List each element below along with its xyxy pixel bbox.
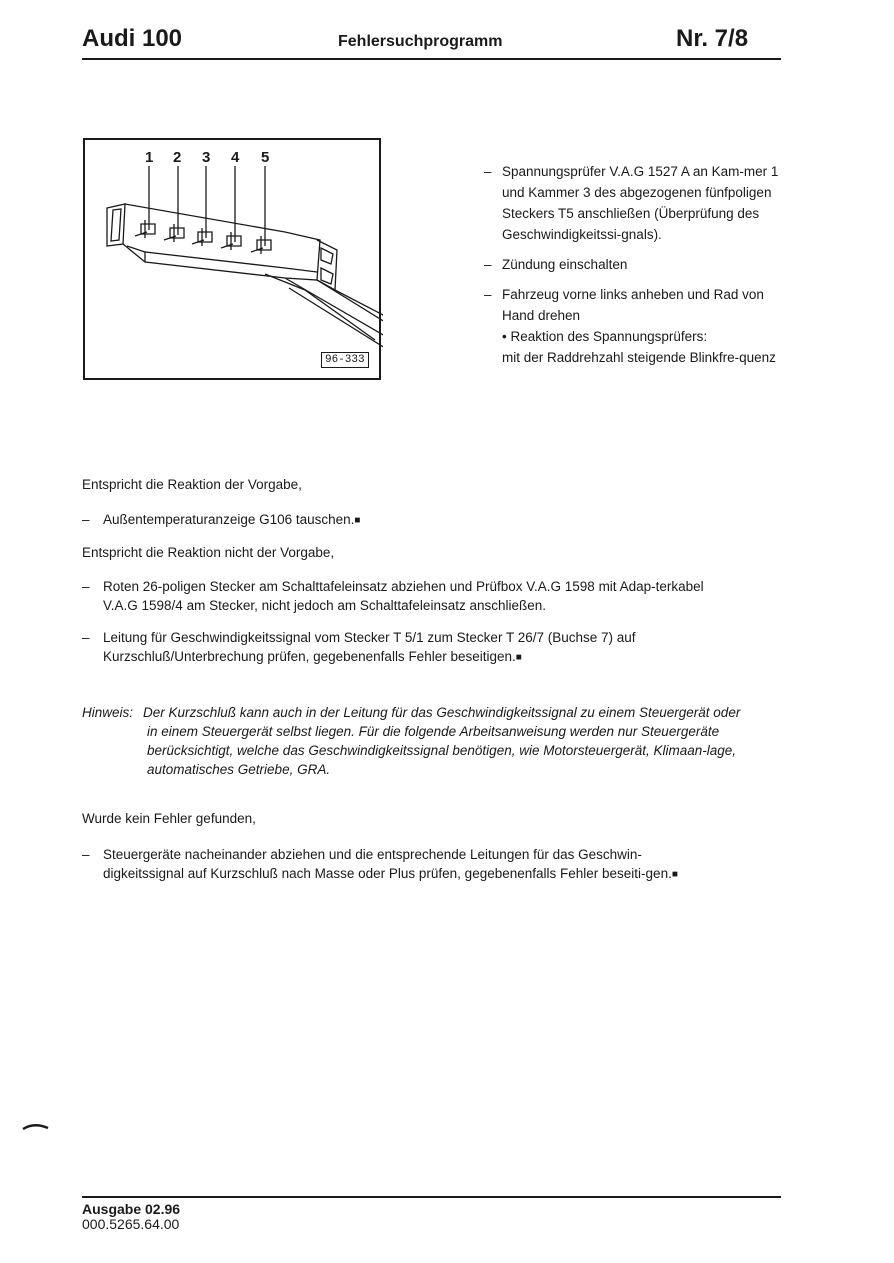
footer-divider <box>82 1196 781 1198</box>
list-dash: – <box>82 630 90 645</box>
condition-no-fault: Wurde kein Fehler gefunden, <box>82 811 256 826</box>
note-continuation: in einem Steuergerät selbst liegen. Für die folgende Arbeitsanweisung werden nur Steuergeräte berücksichtigt, welche das Geschwindigkeitssignal benötigen, wie Motorsteuergerät, Klimaan-lage, automatisches Getriebe, GRA. <box>147 724 737 777</box>
step-text: Fahrzeug vorne links anheben und Rad von Hand drehen <box>502 287 764 323</box>
pin-label-3: 3 <box>202 149 211 166</box>
condition-ok: Entspricht die Reaktion der Vorgabe, <box>82 477 302 492</box>
list-dash: – <box>82 512 90 527</box>
note-label: Hinweis: <box>82 705 134 720</box>
pin-label-1: 1 <box>145 149 154 166</box>
end-mark-icon: ■ <box>671 869 678 880</box>
pin-label-4: 4 <box>231 149 240 166</box>
brand-title: Audi 100 <box>82 25 183 52</box>
connector-figure <box>83 138 381 380</box>
step-ignition-on <box>484 254 784 275</box>
connector-drawing <box>85 140 383 382</box>
figure-reference-label: 96-333 <box>321 352 369 368</box>
action-text: Außentemperaturanzeige G106 tauschen. <box>103 512 355 527</box>
step-text: Spannungsprüfer V.A.G 1527 A an Kam-mer 1 und Kammer 3 des abgezogenen fünfpoligen Steckers T5 anschließen (Überprüfung des Geschwindigkeitssi-gnals). <box>502 164 779 242</box>
step-connect-tester <box>484 161 784 245</box>
note-first-line: Der Kurzschluß kann auch in der Leitung für das Geschwindigkeitssignal zu einem Steuergerät oder <box>143 705 741 720</box>
condition-not-ok: Entspricht die Reaktion nicht der Vorgabe, <box>82 545 335 560</box>
step-raise-vehicle <box>484 284 784 368</box>
action-connect-testbox <box>82 577 712 615</box>
pin-label-2: 2 <box>173 149 182 166</box>
reaction-detail: mit der Raddrehzahl steigende Blinkfre-quenz <box>502 350 776 365</box>
page-number: Nr. 7/8 <box>676 25 749 52</box>
document-number: 000.5265.64.00 <box>82 1216 180 1232</box>
action-replace-display <box>82 510 722 530</box>
header-divider <box>82 58 781 60</box>
margin-mark-icon <box>22 1122 50 1132</box>
list-dash: – <box>484 257 492 272</box>
action-check-wire <box>82 628 702 667</box>
document-title: Fehlersuchprogramm <box>338 33 503 50</box>
pin-label-5: 5 <box>261 149 270 166</box>
step-text: Zündung einschalten <box>502 257 628 272</box>
reaction-heading: • Reaktion des Spannungsprüfers: <box>502 329 708 344</box>
action-text: Steuergeräte nacheinander abziehen und die entsprechende Leitungen für das Geschwin-digkeitssignal auf Kurzschluß nach Masse oder Plus prüfen, gegebenenfalls Fehler beseiti-gen. <box>103 847 672 881</box>
test-steps <box>484 161 784 377</box>
list-dash: – <box>484 287 492 302</box>
end-mark-icon: ■ <box>515 652 522 663</box>
list-dash: – <box>484 164 492 179</box>
action-check-control-units <box>82 845 710 884</box>
action-text: Leitung für Geschwindigkeitssignal vom Stecker T 5/1 zum Stecker T 26/7 (Buchse 7) auf Kurzschluß/Unterbrechung prüfen, gegebenenfalls Fehler beseitigen. <box>103 630 636 664</box>
edition-label: Ausgabe 02.96 <box>82 1201 181 1217</box>
action-text: Roten 26-poligen Stecker am Schalttafeleinsatz abziehen und Prüfbox V.A.G 1598 mit Adap-terkabel V.A.G 1598/4 am Stecker, nicht jedoch am Schalttafeleinsatz anschließen. <box>103 579 704 613</box>
note-block <box>82 703 786 779</box>
list-dash: – <box>82 847 90 862</box>
list-dash: – <box>82 579 90 594</box>
end-mark-icon: ■ <box>354 515 361 526</box>
